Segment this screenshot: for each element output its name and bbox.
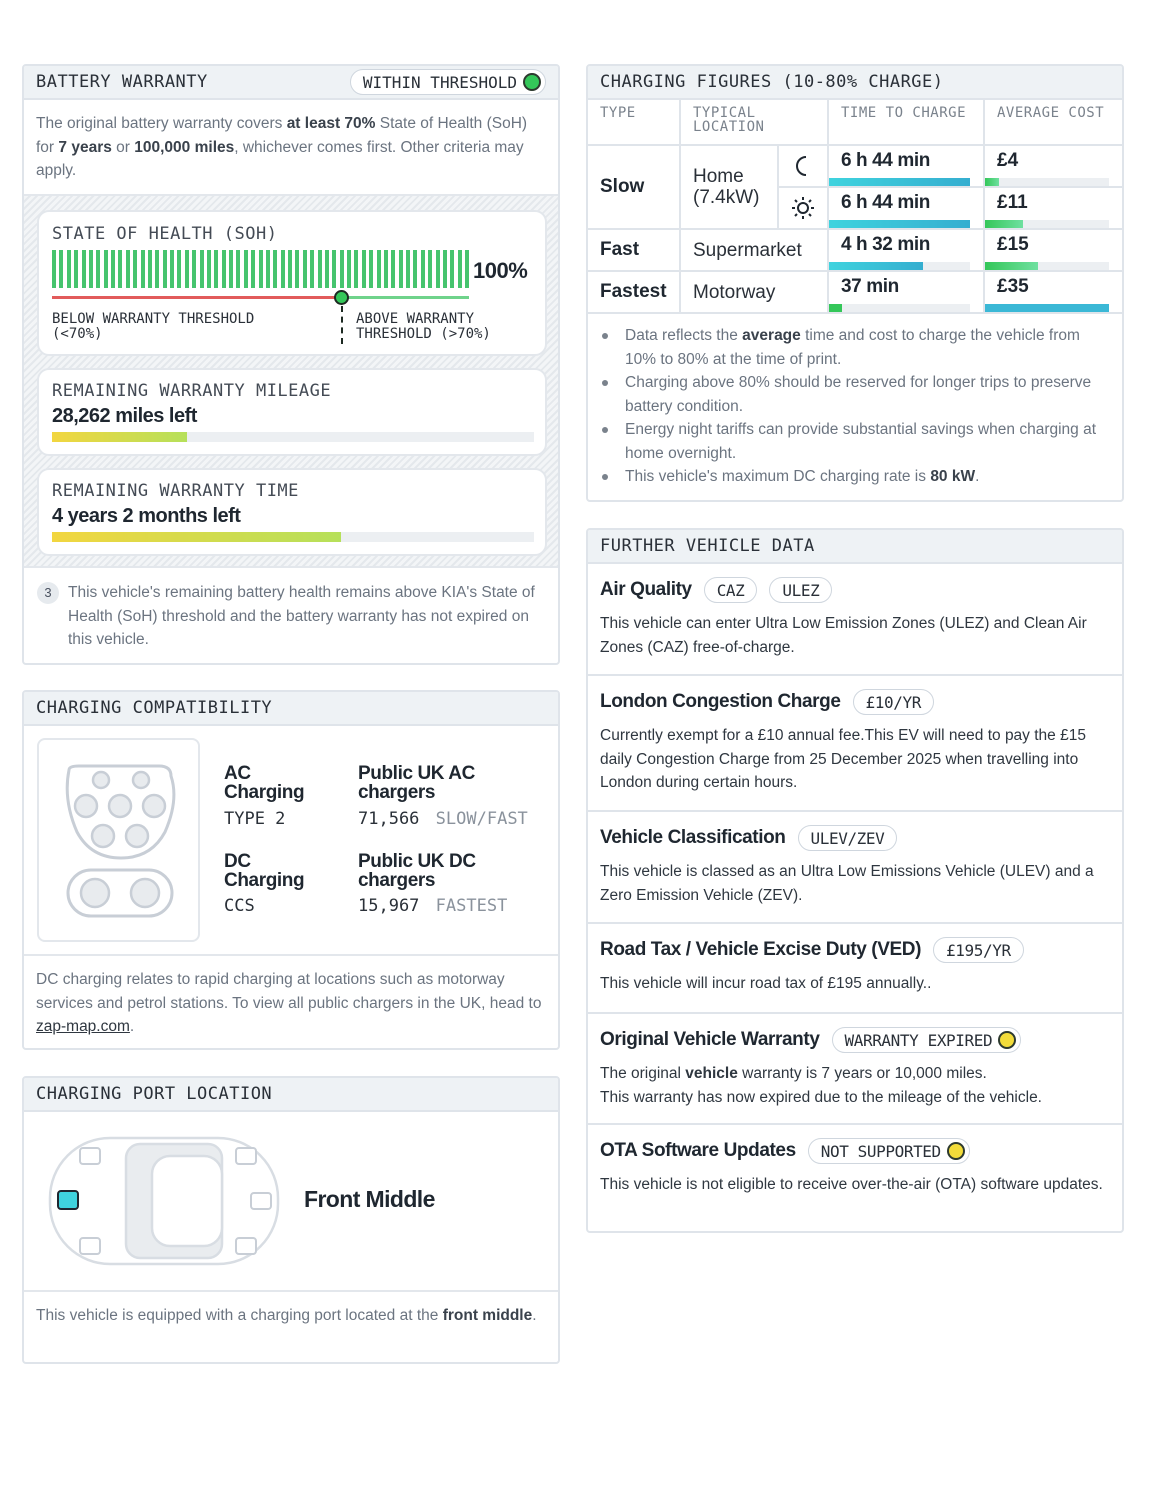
cost-bar-fill <box>985 178 999 186</box>
charging-port-title: CHARGING PORT LOCATION <box>36 1084 273 1104</box>
soh-bar-segment <box>458 250 462 288</box>
time-bar-fill <box>829 262 923 270</box>
note-text: Data reflects the <box>625 327 743 344</box>
soh-bar-segment <box>96 250 100 288</box>
vehicle-data-title-text: Original Vehicle Warranty <box>600 1029 820 1050</box>
battery-panels-area <box>24 194 558 568</box>
time-bar-track <box>829 220 970 228</box>
cost-bar-fill <box>985 220 1023 228</box>
soh-bar-segment <box>126 250 130 288</box>
bullet-icon <box>602 333 608 339</box>
charge-type-cell: Fastest <box>588 272 681 314</box>
intro-text: State of Health (SoH) for <box>36 115 528 156</box>
ac-charger-speed: SLOW/FAST <box>435 809 528 829</box>
port-location-label: Front Middle <box>304 1186 435 1212</box>
soh-bar-segment <box>465 250 469 288</box>
warning-dot-icon <box>947 1142 965 1160</box>
time-cell <box>829 230 985 272</box>
soh-bar-segment <box>214 250 218 288</box>
ac-charger-count: 71,566 <box>358 809 420 829</box>
battery-footnote: This vehicle's remaining battery health remains above KIA's State of Health (SoH) threshold and the battery warranty has not expired on this vehicle. <box>68 584 535 648</box>
charging-note-item <box>600 418 1105 465</box>
soh-bar-segment <box>192 250 196 288</box>
desc-bold: vehicle <box>685 1065 738 1082</box>
table-header-cell: TYPE <box>588 100 681 146</box>
cost-bar-fill <box>985 304 1109 312</box>
note-text: Energy night tariffs can provide substantial savings when charging at home overnight. <box>625 421 1097 462</box>
battery-warranty-intro <box>36 112 536 183</box>
soh-bar-segment <box>104 250 108 288</box>
charging-figures-card <box>586 64 1124 502</box>
soh-bar-segment <box>281 250 285 288</box>
status-dot-icon <box>523 73 541 91</box>
desc-text: This warranty has now expired due to the mileage of the vehicle. <box>600 1088 1042 1106</box>
soh-bar-segment <box>133 250 137 288</box>
soh-bar-segment <box>236 250 240 288</box>
above-threshold-label: ABOVE WARRANTY THRESHOLD (>70%) <box>356 311 491 342</box>
charging-port-note <box>36 1304 546 1328</box>
charging-figures-table <box>588 100 1122 312</box>
soh-bar-segment <box>244 250 248 288</box>
vehicle-data-row <box>588 1125 1122 1233</box>
vehicle-data-title <box>600 576 1110 604</box>
vehicle-data-description: Currently exempt for a £10 annual fee.This EV will need to pay the £15 daily Congestion Charge from 25 December 2025 when travelling into London during certain hours. <box>600 727 1086 791</box>
cost-cell <box>985 230 1124 272</box>
charging-compatibility-title: CHARGING COMPATIBILITY <box>36 698 273 718</box>
time-bar-track <box>829 178 970 186</box>
soh-bar-segment <box>111 250 115 288</box>
vehicle-data-badge <box>853 689 934 715</box>
note-end: . <box>129 1018 135 1035</box>
soh-bar-segment <box>222 250 226 288</box>
note-bold: front middle <box>442 1307 533 1324</box>
vehicle-data-title <box>600 936 1110 964</box>
cost-bar-track <box>985 262 1109 270</box>
battery-warranty-title: BATTERY WARRANTY <box>36 72 208 92</box>
badge-label: ULEZ <box>782 580 820 600</box>
moon-icon <box>779 146 829 188</box>
threshold-line-ok <box>342 296 469 299</box>
soh-bar-segment <box>177 250 181 288</box>
charging-note-item <box>600 324 1105 371</box>
cost-bar-track <box>985 304 1109 312</box>
soh-panel <box>37 210 547 356</box>
soh-bar-segment <box>52 250 56 288</box>
badge-label: £10/YR <box>865 692 921 712</box>
cost-bar-track <box>985 178 1109 186</box>
vehicle-data-description: This vehicle can enter Ultra Low Emission Zones (ULEZ) and Clean Air Zones (CAZ) free-of-charge. <box>600 615 1087 656</box>
dc-public-title: Public UK DC chargers <box>358 851 476 891</box>
soh-bar-segment <box>303 250 307 288</box>
charging-notes-list <box>600 324 1105 489</box>
threshold-line <box>52 296 342 299</box>
vehicle-data-title-text: London Congestion Charge <box>600 691 841 712</box>
further-vehicle-data-header <box>588 530 1122 564</box>
soh-bar-segment <box>377 250 381 288</box>
soh-bar-segment <box>288 250 292 288</box>
further-vehicle-data-card <box>586 528 1124 1233</box>
soh-bar-segment <box>340 250 344 288</box>
bullet-icon <box>602 427 608 433</box>
note-text: DC charging relates to rapid charging at locations such as motorway services and petrol stations. To view all public chargers in the UK, head to <box>36 971 542 1012</box>
soh-bar-segment <box>428 250 432 288</box>
ccs-connector-icon <box>39 740 202 944</box>
time-value: 6 h 44 min <box>841 192 930 213</box>
time-value: 6 h 44 min <box>841 150 930 171</box>
ac-charger-count-row <box>358 809 528 829</box>
divider <box>24 954 558 956</box>
charging-compatibility-card <box>22 690 560 1050</box>
soh-bar-segment <box>163 250 167 288</box>
mileage-progress-track <box>52 432 534 442</box>
dc-connector-type: CCS <box>224 896 255 916</box>
dc-charging-title: DC Charging <box>224 851 305 891</box>
dc-charger-count: 15,967 <box>358 896 420 916</box>
ac-public-title: Public UK AC chargers <box>358 763 475 803</box>
vehicle-data-badge <box>832 1027 1022 1053</box>
time-progress-fill <box>52 532 341 542</box>
soh-bar-gauge <box>52 250 469 288</box>
further-vehicle-data-title: FURTHER VEHICLE DATA <box>600 536 815 556</box>
cost-value: £35 <box>997 276 1029 297</box>
note-text: time and cost to charge the vehicle from 10% to 80% at the time of print. <box>625 327 1080 368</box>
charging-compatibility-note <box>36 968 546 1039</box>
vehicle-data-description <box>600 1062 1110 1109</box>
sun-icon <box>779 188 829 230</box>
soh-bar-segment <box>59 250 63 288</box>
badge-label: NOT SUPPORTED <box>820 1141 941 1161</box>
intro-bold: 100,000 miles <box>134 138 235 156</box>
soh-bar-segment <box>354 250 358 288</box>
time-bar-fill <box>829 220 970 228</box>
soh-value: 100% <box>473 258 528 283</box>
note-bold: average <box>742 327 801 344</box>
cost-value: £4 <box>997 150 1019 171</box>
battery-warranty-header <box>24 66 558 100</box>
vehicle-data-title <box>600 1137 1110 1165</box>
soh-bar-segment <box>406 250 410 288</box>
vehicle-data-title-text: Road Tax / Vehicle Excise Duty (VED) <box>600 939 922 960</box>
soh-label: STATE OF HEALTH (SOH) <box>52 224 278 244</box>
soh-bar-segment <box>273 250 277 288</box>
vehicle-data-row <box>588 924 1122 1014</box>
soh-bar-segment <box>185 250 189 288</box>
cost-cell <box>985 272 1124 314</box>
below-threshold-label: BELOW WARRANTY THRESHOLD (<70%) <box>52 311 255 342</box>
charge-type-cell: Slow <box>588 146 681 230</box>
time-cell <box>829 272 985 314</box>
soh-bar-segment <box>74 250 78 288</box>
soh-bar-segment <box>421 250 425 288</box>
vehicle-data-title-text: Air Quality <box>600 579 692 600</box>
vehicle-data-description: This vehicle will incur road tax of £195 annually.. <box>600 975 932 992</box>
ac-charging-title: AC Charging <box>224 763 305 803</box>
table-header-cell: AVERAGE COST <box>985 100 1124 146</box>
time-value: 4 years 2 months left <box>52 505 241 527</box>
soh-bar-segment <box>229 250 233 288</box>
soh-bar-segment <box>118 250 122 288</box>
cost-cell <box>985 146 1124 188</box>
table-header-cell: TYPICAL LOCATION <box>681 100 829 146</box>
soh-bar-segment <box>399 250 403 288</box>
soh-bar-segment <box>259 250 263 288</box>
note-text: This vehicle is equipped with a charging port located at the <box>36 1307 443 1324</box>
desc-text: The original <box>600 1065 686 1082</box>
intro-bold: at least 70% <box>286 115 376 132</box>
cost-cell <box>985 188 1124 230</box>
vehicle-data-row <box>588 564 1122 676</box>
dc-charger-speed: FASTEST <box>435 896 508 916</box>
soh-bar-segment <box>295 250 299 288</box>
mileage-label: REMAINING WARRANTY MILEAGE <box>52 381 332 401</box>
badge-label: ULEV/ZEV <box>810 828 885 848</box>
time-progress-track <box>52 532 534 542</box>
dc-charger-count-row <box>358 896 507 916</box>
time-bar-fill <box>829 304 842 312</box>
charging-compatibility-header <box>24 692 558 726</box>
vehicle-data-row <box>588 1014 1122 1125</box>
soh-bar-segment <box>362 250 366 288</box>
car-topview-icon <box>46 1134 286 1270</box>
charging-port-header <box>24 1078 558 1112</box>
soh-bar-segment <box>450 250 454 288</box>
cost-bar-track <box>985 220 1109 228</box>
zap-map-link[interactable]: zap-map.com <box>36 1018 130 1035</box>
vehicle-data-badge <box>769 577 832 603</box>
warning-dot-icon <box>998 1031 1016 1049</box>
soh-bar-segment <box>347 250 351 288</box>
intro-text: or <box>111 138 135 156</box>
charging-note-item <box>600 465 1105 489</box>
soh-bar-segment <box>251 250 255 288</box>
soh-bar-segment <box>391 250 395 288</box>
intro-text: , whichever comes first. Other criteria may apply. <box>36 138 524 179</box>
intro-bold: 7 years <box>58 138 112 156</box>
cost-bar-fill <box>985 262 1038 270</box>
time-value: 37 min <box>841 276 899 297</box>
threshold-dashed-line <box>341 306 343 344</box>
soh-bar-segment <box>443 250 447 288</box>
vehicle-data-row <box>588 812 1122 924</box>
intro-text: The original battery warranty covers <box>36 115 287 132</box>
charge-location-cell: Supermarket <box>681 230 829 272</box>
vehicle-data-description: This vehicle is not eligible to receive over-the-air (OTA) software updates. <box>600 1176 1103 1193</box>
time-bar-track <box>829 262 970 270</box>
mileage-progress-fill <box>52 432 187 442</box>
vehicle-data-description: This vehicle is classed as an Ultra Low Emissions Vehicle (ULEV) and a Zero Emission Vehicle (ZEV). <box>600 863 1094 904</box>
cost-value: £15 <box>997 234 1029 255</box>
soh-bar-segment <box>67 250 71 288</box>
vehicle-data-title <box>600 1026 1110 1054</box>
soh-bar-segment <box>436 250 440 288</box>
soh-bar-segment <box>266 250 270 288</box>
status-badge <box>350 69 546 95</box>
charging-figures-header <box>588 66 1122 100</box>
battery-warranty-card <box>22 64 560 665</box>
vehicle-data-row <box>588 676 1122 812</box>
soh-bar-segment <box>148 250 152 288</box>
charging-note-item <box>600 371 1105 418</box>
soh-bar-segment <box>207 250 211 288</box>
soh-bar-segment <box>82 250 86 288</box>
soh-bar-segment <box>369 250 373 288</box>
vehicle-data-title-text: Vehicle Classification <box>600 827 786 848</box>
soh-bar-segment <box>170 250 174 288</box>
vehicle-data-badge <box>808 1138 970 1164</box>
warranty-time-panel <box>37 468 547 556</box>
soh-bar-segment <box>155 250 159 288</box>
note-bold: 80 kW <box>930 468 976 485</box>
vehicle-data-title <box>600 688 1110 716</box>
footnote-number-badge: 3 <box>37 582 59 604</box>
note-text: . <box>975 468 980 485</box>
time-cell <box>829 188 985 230</box>
soh-bar-segment <box>325 250 329 288</box>
charge-location-cell: Home (7.4kW) <box>681 146 779 230</box>
table-header-cell: TIME TO CHARGE <box>829 100 985 146</box>
status-badge-label: WITHIN THRESHOLD <box>362 72 517 92</box>
soh-bar-segment <box>141 250 145 288</box>
connector-illustration <box>37 738 200 942</box>
bullet-icon <box>602 380 608 386</box>
charging-port-card <box>22 1076 560 1364</box>
vehicle-data-badge <box>933 937 1024 963</box>
vehicle-data-title <box>600 824 1110 852</box>
time-bar-fill <box>829 178 970 186</box>
note-end: . <box>532 1307 537 1324</box>
soh-bar-segment <box>89 250 93 288</box>
charging-figures-title: CHARGING FIGURES (10-80% CHARGE) <box>600 72 944 92</box>
soh-bar-segment <box>332 250 336 288</box>
divider <box>24 1290 558 1292</box>
note-text: This vehicle's maximum DC charging rate is <box>625 468 931 485</box>
threshold-marker <box>334 290 349 305</box>
vehicle-data-badge <box>798 825 898 851</box>
note-text: Charging above 80% should be reserved for longer trips to preserve battery condition. <box>625 374 1092 415</box>
bullet-icon <box>602 474 608 480</box>
badge-label: £195/YR <box>946 940 1011 960</box>
vehicle-data-title-text: OTA Software Updates <box>600 1140 796 1161</box>
soh-bar-segment <box>384 250 388 288</box>
time-cell <box>829 146 985 188</box>
vehicle-data-badge <box>704 577 758 603</box>
time-label: REMAINING WARRANTY TIME <box>52 481 299 501</box>
warranty-mileage-panel <box>37 368 547 456</box>
soh-bar-segment <box>413 250 417 288</box>
charge-type-cell: Fast <box>588 230 681 272</box>
soh-bar-segment <box>200 250 204 288</box>
charge-location-cell: Motorway <box>681 272 829 314</box>
desc-text: warranty is 7 years or 10,000 miles. <box>737 1065 987 1082</box>
time-bar-track <box>829 304 970 312</box>
badge-label: WARRANTY EXPIRED <box>844 1030 993 1050</box>
soh-bar-segment <box>318 250 322 288</box>
soh-bar-segment <box>310 250 314 288</box>
mileage-value: 28,262 miles left <box>52 405 197 427</box>
cost-value: £11 <box>997 192 1028 213</box>
badge-label: CAZ <box>716 580 745 600</box>
time-value: 4 h 32 min <box>841 234 930 255</box>
ac-connector-type: TYPE 2 <box>224 809 286 829</box>
